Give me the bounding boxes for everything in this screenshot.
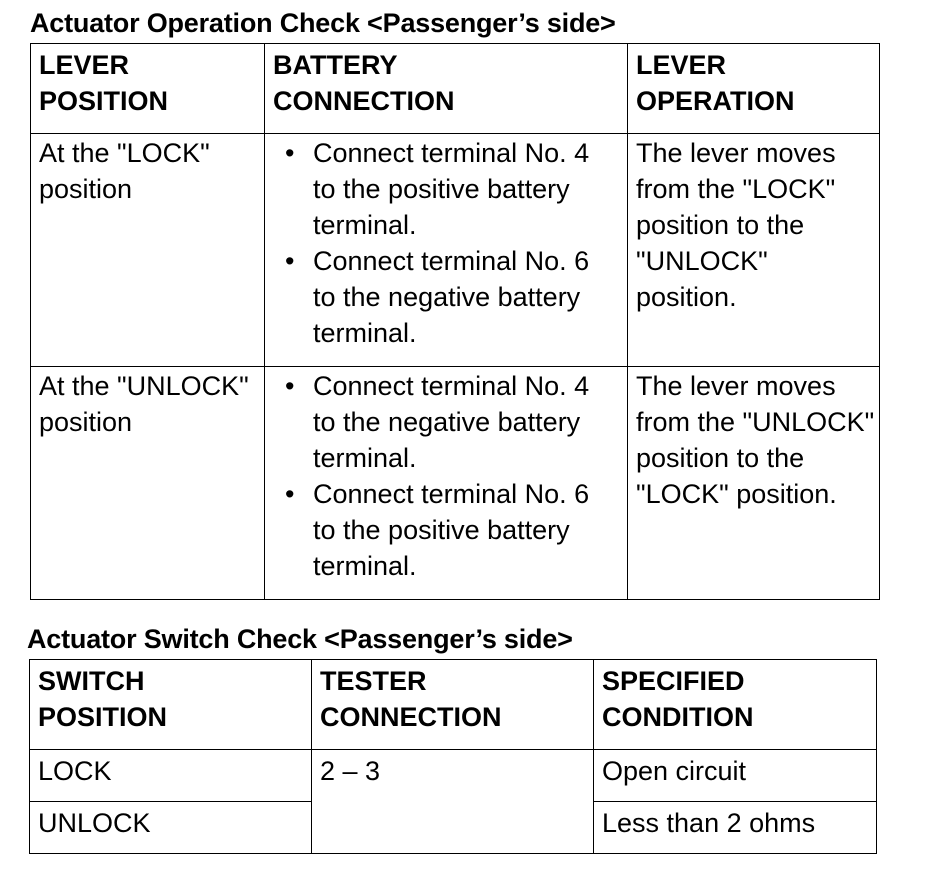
connection-step: Connect terminal No. 4 to the positive battery terminal. bbox=[313, 138, 590, 240]
header-line: CONNECTION bbox=[273, 86, 455, 116]
header-line: POSITION bbox=[39, 86, 169, 116]
header-lever-position bbox=[31, 44, 265, 134]
table-header-row bbox=[31, 44, 880, 134]
specified-condition-cell: Open circuit bbox=[594, 750, 877, 802]
header-line: SWITCH bbox=[38, 666, 145, 696]
lever-operation-cell: The lever moves from the "LOCK" position to the "UNLOCK" position. bbox=[628, 134, 880, 367]
header-line: LEVER bbox=[636, 50, 727, 80]
list-item bbox=[273, 368, 619, 476]
header-lever-operation bbox=[628, 44, 880, 134]
bullet-icon: • bbox=[285, 246, 295, 276]
switch-position-cell: LOCK bbox=[30, 750, 312, 802]
header-line: OPERATION bbox=[636, 86, 795, 116]
header-battery-connection bbox=[265, 44, 628, 134]
list-item bbox=[273, 476, 619, 584]
switch-check-title: Actuator Switch Check <Passenger’s side> bbox=[27, 624, 573, 654]
switch-position-cell: UNLOCK bbox=[30, 802, 312, 854]
header-tester-connection bbox=[312, 660, 594, 750]
bullet-icon: • bbox=[285, 479, 295, 509]
header-specified-condition bbox=[594, 660, 877, 750]
tester-connection-cell: 2 – 3 bbox=[312, 750, 594, 854]
connection-list bbox=[273, 368, 619, 584]
lever-position-cell: At the "LOCK" position bbox=[31, 134, 265, 367]
actuator-switch-check-table bbox=[29, 659, 877, 854]
table-row bbox=[31, 134, 880, 367]
lever-position-cell: At the "UNLOCK" position bbox=[31, 367, 265, 600]
header-line: BATTERY bbox=[273, 50, 398, 80]
header-line: CONDITION bbox=[602, 702, 754, 732]
list-item bbox=[273, 135, 619, 243]
table-row bbox=[30, 750, 877, 802]
header-line: TESTER bbox=[320, 666, 427, 696]
connection-list bbox=[273, 135, 619, 351]
specified-condition-cell: Less than 2 ohms bbox=[594, 802, 877, 854]
header-switch-position bbox=[30, 660, 312, 750]
battery-connection-cell bbox=[265, 134, 628, 367]
bullet-icon: • bbox=[285, 138, 295, 168]
header-line: LEVER bbox=[39, 50, 130, 80]
header-line: POSITION bbox=[38, 702, 168, 732]
table-row bbox=[31, 367, 880, 600]
connection-step: Connect terminal No. 6 to the positive battery terminal. bbox=[313, 479, 590, 581]
header-line: SPECIFIED bbox=[602, 666, 745, 696]
operation-check-title: Actuator Operation Check <Passenger’s side> bbox=[30, 8, 616, 38]
header-line: CONNECTION bbox=[320, 702, 502, 732]
table-header-row bbox=[30, 660, 877, 750]
connection-step: Connect terminal No. 4 to the negative battery terminal. bbox=[313, 371, 590, 473]
battery-connection-cell bbox=[265, 367, 628, 600]
connection-step: Connect terminal No. 6 to the negative battery terminal. bbox=[313, 246, 590, 348]
actuator-operation-check-table bbox=[30, 43, 880, 600]
list-item bbox=[273, 243, 619, 351]
bullet-icon: • bbox=[285, 371, 295, 401]
lever-operation-cell: The lever moves from the "UNLOCK" position to the "LOCK" position. bbox=[628, 367, 880, 600]
